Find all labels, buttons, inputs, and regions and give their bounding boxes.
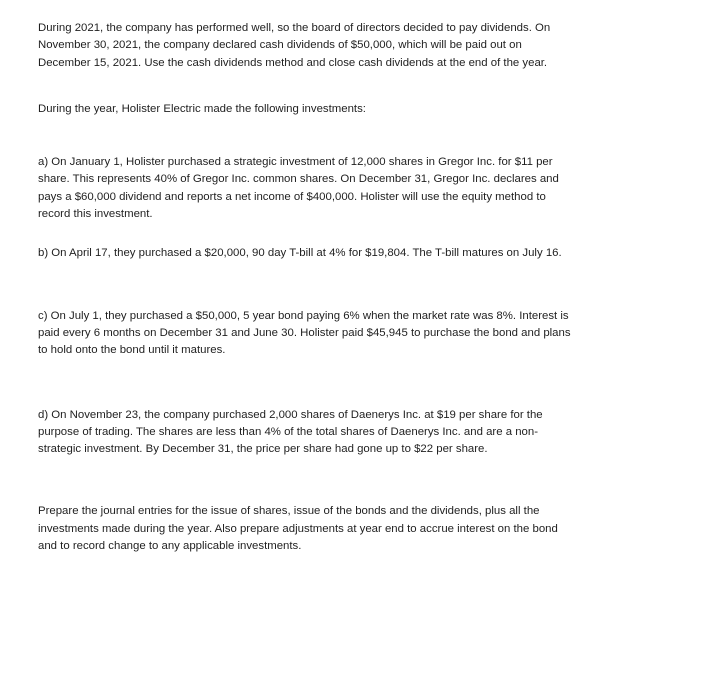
text-line: paid every 6 months on December 31 and June 30. Holister paid $45,945 to purchase the bond and plans bbox=[38, 326, 571, 339]
text-line: record this investment. bbox=[38, 208, 153, 221]
text-line: share. This represents 40% of Gregor Inc. common shares. On December 31, Gregor Inc. declares and bbox=[38, 173, 559, 186]
paragraph-dividends bbox=[38, 20, 618, 72]
paragraph-investment-b bbox=[38, 245, 618, 262]
text-line: November 30, 2021, the company declared cash dividends of $50,000, which will be paid out on bbox=[38, 39, 522, 52]
text-line: d) On November 23, the company purchased 2,000 shares of Daenerys Inc. at $19 per share for the bbox=[38, 408, 543, 421]
text-line: December 15, 2021. Use the cash dividends method and close cash dividends at the end of the year. bbox=[38, 56, 548, 69]
text-line: b) On April 17, they purchased a $20,000, 90 day T-bill at 4% for $19,804. The T-bill matures on July 16. bbox=[38, 247, 562, 260]
text-line: investments made during the year. Also prepare adjustments at year end to accrue interest on the bond bbox=[38, 522, 558, 535]
text-line: and to record change to any applicable investments. bbox=[38, 540, 302, 553]
paragraph-investment-d bbox=[38, 407, 618, 459]
paragraph-investments-intro bbox=[38, 101, 618, 118]
text-line: purpose of trading. The shares are less than 4% of the total shares of Daenerys Inc. and are a non- bbox=[38, 425, 539, 438]
text-line: c) On July 1, they purchased a $50,000, 5 year bond paying 6% when the market rate was 8%. Interest is bbox=[38, 309, 569, 322]
paragraph-investment-a bbox=[38, 154, 618, 223]
text-line: pays a $60,000 dividend and reports a net income of $400,000. Holister will use the equity method to bbox=[38, 190, 546, 203]
text-line: During 2021, the company has performed well, so the board of directors decided to pay dividends. On bbox=[38, 22, 551, 34]
text-line: strategic investment. By December 31, the price per share had gone up to $22 per share. bbox=[38, 443, 488, 456]
text-line: to hold onto the bond until it matures. bbox=[38, 344, 226, 357]
paragraph-investment-c bbox=[38, 308, 618, 360]
document-body bbox=[38, 20, 618, 555]
text-line: a) On January 1, Holister purchased a strategic investment of 12,000 shares in Gregor Inc. for $11 per bbox=[38, 156, 553, 169]
text-line: During the year, Holister Electric made the following investments: bbox=[38, 102, 366, 115]
text-line: Prepare the journal entries for the issue of shares, issue of the bonds and the dividends, plus all the bbox=[38, 505, 540, 518]
paragraph-instructions bbox=[38, 503, 618, 555]
